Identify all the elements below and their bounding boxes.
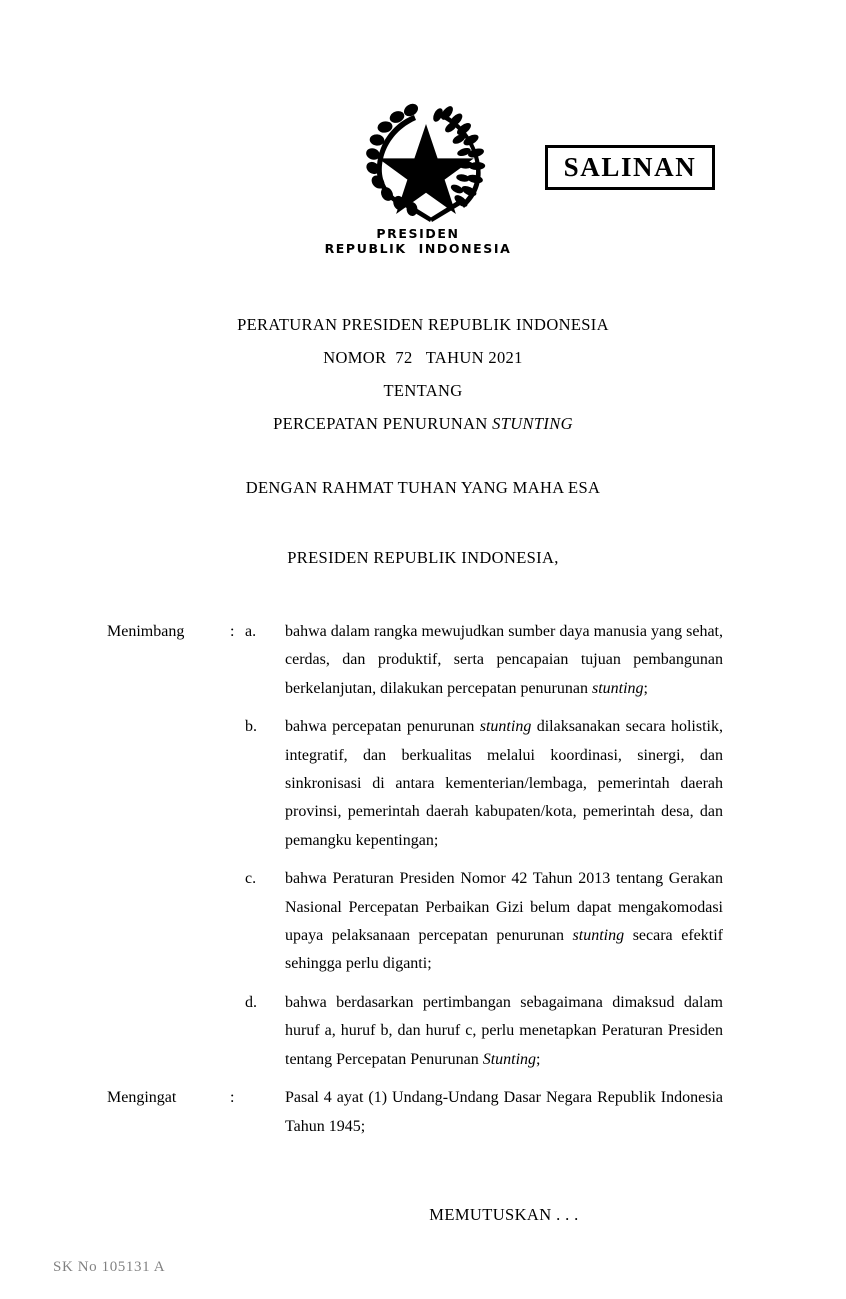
clause-b-part1: bahwa percepatan penurunan xyxy=(285,718,480,736)
emblem-caption xyxy=(0,226,841,256)
salinan-stamp-label: SALINAN xyxy=(563,152,697,182)
clause-marker-c: c. xyxy=(245,870,257,888)
document-title-block xyxy=(0,308,846,440)
title-line-subject xyxy=(0,407,846,440)
clause-a-italic: stunting xyxy=(591,679,644,697)
clause-gap xyxy=(0,1074,846,1084)
clause-d-part2: ; xyxy=(536,1050,541,1068)
masthead xyxy=(0,96,846,276)
clause-gap xyxy=(0,855,846,865)
clause-label-mengingat: Mengingat xyxy=(107,1089,177,1107)
clause-c-part1: bahwa Peraturan Presiden Nomor 42 Tahun 2013 tentang Gerakan Nasional Percepatan Perbaikan Gizi belum dapat mengakomodasi upaya pelaksanaan percepatan penurunan xyxy=(285,870,723,945)
clause-row-menimbang-b xyxy=(0,713,846,855)
document-serial-number: SK No 105131 A xyxy=(53,1259,166,1272)
clause-text-mengingat xyxy=(285,1084,723,1141)
signer-line: PRESIDEN REPUBLIK INDONESIA, xyxy=(287,548,559,567)
title-subject-plain: PERCEPATAN PENURUNAN xyxy=(273,414,493,433)
clause-text-a xyxy=(285,618,723,703)
clause-text-b xyxy=(285,713,723,855)
clause-marker-a: a. xyxy=(245,623,257,640)
clause-d-italic: Stunting xyxy=(482,1050,537,1068)
clause-row-menimbang-c xyxy=(0,865,846,979)
clause-row-menimbang-d xyxy=(0,989,846,1074)
clause-label-menimbang: Menimbang xyxy=(107,623,185,640)
clause-marker-d: d. xyxy=(245,993,257,1011)
title-line-tentang: TENTANG xyxy=(383,381,463,400)
clause-c-part2: secara efektif sehingga perlu diganti; xyxy=(285,927,723,973)
clause-mengingat-paragraph: Pasal 4 ayat (1) Undang-Undang Dasar Negara Republik Indonesia Tahun 1945; xyxy=(285,1089,723,1135)
clause-section xyxy=(0,618,846,1141)
salinan-stamp xyxy=(545,145,715,190)
clause-c-italic: stunting xyxy=(572,927,625,945)
clause-a-part2: ; xyxy=(643,679,648,697)
clause-colon-menimbang: : xyxy=(230,623,235,640)
continuation-note: MEMUTUSKAN . . . xyxy=(429,1205,579,1224)
clause-a-part1: bahwa dalam rangka mewujudkan sumber daya manusia yang sehat, cerdas, dan produktif, serta pencapaian tujuan pembangunan berkelanjutan, dilakukan percepatan penurunan xyxy=(285,623,723,697)
invocation-line: DENGAN RAHMAT TUHAN YANG MAHA ESA xyxy=(245,478,601,497)
clause-gap xyxy=(0,979,846,989)
title-line-number: NOMOR 72 TAHUN 2021 xyxy=(323,348,523,367)
clause-row-menimbang-a xyxy=(0,618,846,703)
presidential-seal-icon xyxy=(352,96,500,228)
clause-text-c xyxy=(285,865,723,979)
emblem-caption-line-2: REPUBLIK INDONESIA xyxy=(324,241,512,256)
clause-b-italic: stunting xyxy=(479,718,532,736)
clause-colon-mengingat: : xyxy=(230,1089,235,1107)
emblem-caption-line-1: PRESIDEN xyxy=(376,226,460,241)
title-subject-italic: STUNTING xyxy=(492,414,573,433)
clause-d-part1: bahwa berdasarkan pertimbangan sebagaimana dimaksud dalam huruf a, huruf b, dan huruf c, perlu menetapkan Peraturan Presiden tentang Percepatan Penurunan xyxy=(285,993,723,1068)
clause-row-mengingat xyxy=(0,1084,846,1141)
clause-marker-b: b. xyxy=(245,718,257,736)
title-line-regulation: PERATURAN PRESIDEN REPUBLIK INDONESIA xyxy=(237,315,609,334)
clause-b-part2: dilaksanakan secara holistik, integratif, dan berkualitas melalui koordinasi, sinergi, dan sinkronisasi di antara kementerian/lembaga, pemerintah daerah provinsi, pemerintah daerah kabupaten/kota, pemerintah desa, dan pemangku kepentingan; xyxy=(285,718,723,849)
clause-gap xyxy=(0,703,846,713)
clause-text-d xyxy=(285,989,723,1074)
